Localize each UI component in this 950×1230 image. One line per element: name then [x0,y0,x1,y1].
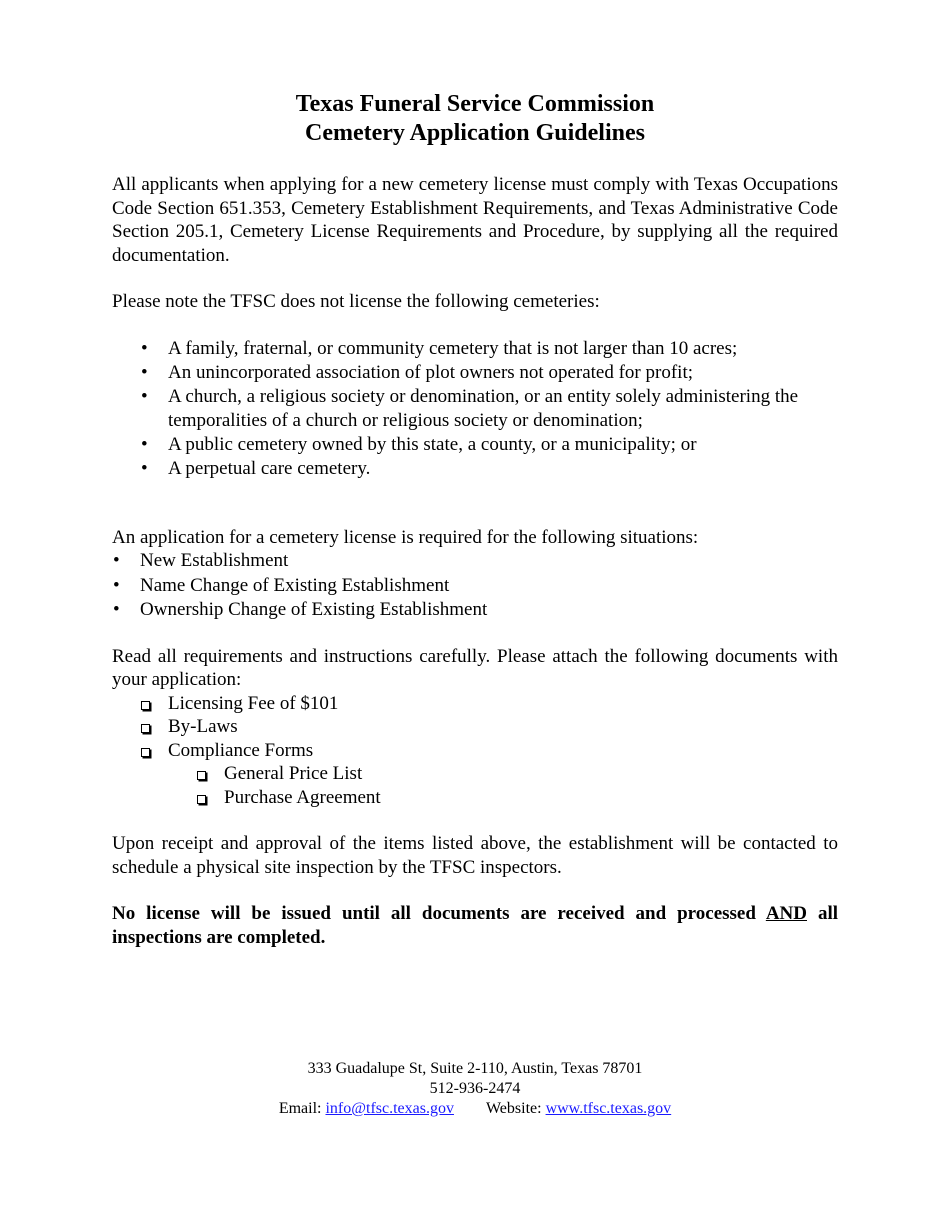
contact-footer [0,1059,950,1119]
situations-lead: An application for a cemetery license is required for the following situations: [112,526,699,548]
contact-links [0,1099,950,1119]
bullet-icon: • [141,385,148,407]
checkbox-icon [141,724,150,733]
title-line-2: Cemetery Application Guidelines [305,120,645,146]
list-item: • Name Change of Existing Establishment [112,574,838,599]
checkbox-icon [197,795,206,804]
website-label: Website: [485,1100,546,1117]
checkbox-icon [141,701,150,710]
situations-list [112,549,838,623]
bullet-icon: • [113,574,120,596]
checklist-item: Licensing Fee of $101 [112,692,838,716]
bullet-icon: • [141,361,148,383]
warning-paragraph: No license will be issued until all documents are received and processed AND all inspections are completed. [112,903,838,948]
address: 333 Guadalupe St, Suite 2-110, Austin, Texas 78701 [307,1060,643,1077]
list-item: • A public cemetery owned by this state, a county, or a municipality; or [141,433,697,455]
exclusions-lead: Please note the TFSC does not license the following cemeteries: [112,291,600,312]
checklist-item: By-Laws [112,715,838,739]
checklist-item: Compliance Forms [112,739,838,763]
checkbox-icon [141,748,150,757]
bullet-icon: • [141,337,148,359]
email-link[interactable]: info@tfsc.texas.gov [325,1100,454,1117]
checklist-sub-item: Purchase Agreement [112,786,838,810]
bullet-icon: • [141,457,148,479]
phone: 512-936-2474 [429,1080,521,1097]
emphasis-and: AND [765,903,807,924]
bullet-icon: • [113,550,120,571]
list-item: • A church, a religious society or denomination, or an entity solely administering the temporalities of a church or religious society or denomination; [141,385,799,431]
website-link[interactable]: www.tfsc.texas.gov [545,1100,672,1117]
inspection-paragraph: Upon receipt and approval of the items listed above, the establishment will be contacted to schedule a physical site inspection by the TFSC inspectors. [112,833,838,878]
bullet-icon: • [113,599,120,620]
intro-paragraph: All applicants when applying for a new cemetery license must comply with Texas Occupations Code Section 651.353, Cemetery Establishment Requirements, and Texas Administrative Code Section 205.1, Cemetery License Requirements and Procedure, by supplying all the required documentation. [112,174,838,266]
documents-lead: Read all requirements and instructions carefully. Please attach the following documents with your application: [112,645,838,690]
list-item: • Ownership Change of Existing Establishment [112,598,838,623]
documents-checklist [112,692,838,810]
checklist-sub-item: General Price List [112,762,838,786]
list-item: • A perpetual care cemetery. [141,457,371,479]
document-page [112,90,838,949]
bullet-icon: • [141,433,148,455]
list-item: • New Establishment [112,549,838,574]
title-line-1: Texas Funeral Service Commission [295,91,655,117]
document-title [112,90,838,148]
list-item: • An unincorporated association of plot owners not operated for profit; [141,361,693,383]
checkbox-icon [197,771,206,780]
exclusions-list [112,337,838,481]
email-label: Email: [278,1100,326,1117]
list-item: • A family, fraternal, or community cemetery that is not larger than 10 acres; [141,337,738,359]
